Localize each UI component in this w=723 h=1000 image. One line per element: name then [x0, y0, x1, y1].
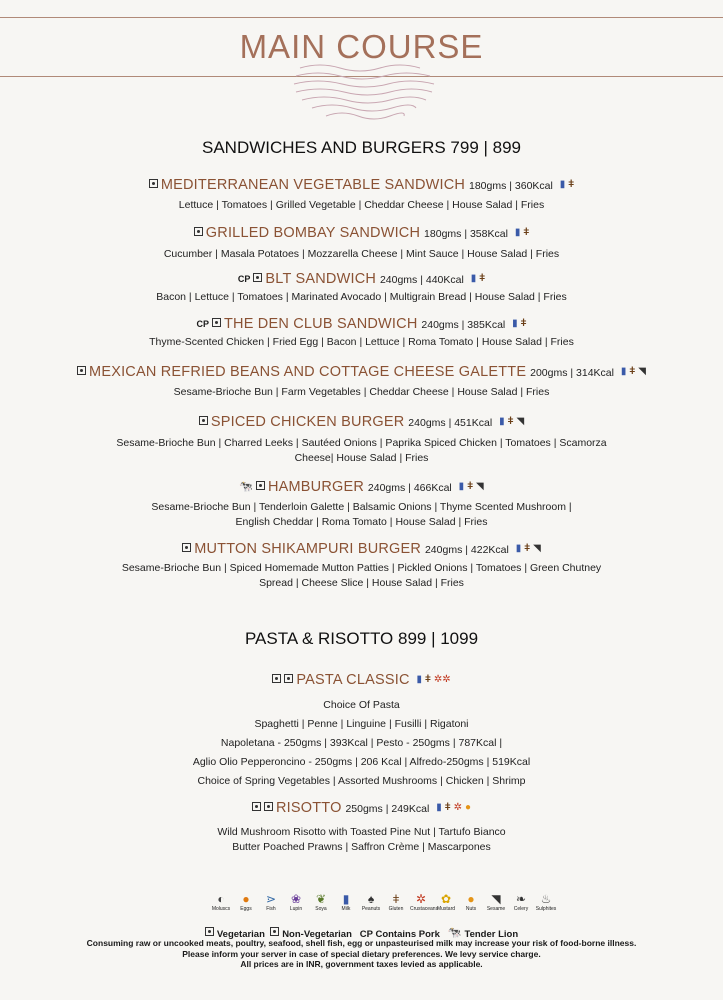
item-description-line: Choice of Spring Vegetables | Assorted Mushrooms | Chicken | Shrimp	[197, 775, 526, 787]
section-price: 899 | 1099	[398, 629, 479, 648]
top-rule	[0, 17, 723, 18]
item-name: SPICED CHICKEN BURGER	[210, 414, 405, 430]
milk-icon: ▮	[342, 892, 350, 906]
menu-item-mexican-galette	[0, 363, 723, 380]
menu-item-hamburger	[0, 478, 723, 495]
item-description-line: Choice Of Pasta	[323, 699, 400, 711]
gluten-icon: ǂ	[520, 318, 527, 329]
eggs-icon: ●	[242, 892, 250, 906]
veg-icon	[149, 179, 158, 188]
item-description	[90, 500, 633, 530]
contains-pork-tag: CP	[196, 319, 209, 329]
disclaimer-line: Please inform your server in case of special dietary preferences. We levy service charge.	[182, 948, 541, 959]
milk-icon: ▮	[436, 802, 442, 813]
soya-icon: ❦	[315, 892, 327, 906]
milk-icon: ▮	[458, 481, 465, 492]
veg-icon	[252, 802, 261, 811]
menu-item-mediterranean	[0, 176, 723, 193]
gluten-icon: ǂ	[444, 802, 451, 813]
nonveg-icon	[253, 273, 262, 282]
nonveg-icon	[199, 416, 208, 425]
gluten-icon: ǂ	[467, 481, 474, 492]
milk-icon: ▮	[559, 179, 566, 190]
allergen-gluten: ǂ Gluten	[385, 892, 407, 926]
item-meta: 240gms | 422Kcal	[424, 544, 509, 556]
item-description-line: Spaghetti | Penne | Linguine | Fusilli | Rigatoni	[254, 718, 469, 730]
item-meta: 180gms | 360Kcal	[468, 180, 553, 192]
item-meta: 240gms | 466Kcal	[367, 482, 452, 494]
peanuts-icon: ♠	[367, 892, 375, 906]
section-title: SANDWICHES AND BURGERS	[201, 138, 446, 157]
milk-icon: ▮	[512, 318, 518, 329]
item-name: MEXICAN REFRIED BEANS AND COTTAGE CHEESE GALETTE	[89, 364, 527, 380]
gluten-icon: ǂ	[479, 273, 486, 284]
sesame-icon: ◥	[533, 543, 541, 554]
menu-item-pasta-classic	[0, 671, 723, 688]
item-description	[90, 825, 633, 855]
milk-icon: ▮	[499, 416, 505, 427]
gluten-icon: ǂ	[568, 179, 575, 190]
item-meta: 240gms | 440Kcal	[379, 274, 464, 286]
wave-ornament	[290, 58, 440, 128]
section-price: 799 | 899	[450, 138, 522, 157]
allergen-soya: ❦ Soya	[310, 892, 332, 926]
item-description-line: Napoletana - 250gms | 393Kcal | Pesto - 250gms | 787Kcal |	[220, 737, 503, 749]
item-description-line: Butter Poached Prawns | Saffron Crème | Mascarpones	[232, 841, 491, 853]
nonveg-icon	[212, 318, 221, 327]
nonveg-icon	[182, 543, 191, 552]
item-name: HAMBURGER	[267, 479, 365, 495]
gluten-icon: ǂ	[629, 366, 636, 377]
item-description-line: Sesame-Brioche Bun | Spiced Homemade Mutton Patties | Pickled Onions | Tomatoes | Green Chutney	[121, 562, 602, 574]
allergen-moluscs: ◐ Moluscs	[211, 892, 231, 912]
allergen-key	[210, 892, 560, 926]
crustaceans-icon: ✲	[453, 802, 462, 813]
nuts-icon: ●	[464, 802, 472, 813]
allergen-milk: ▮ Milk	[335, 892, 357, 926]
sesame-icon: ◥	[491, 892, 501, 906]
legend-nonveg: Non-Vegetarian	[282, 929, 352, 940]
item-description-line: Cheese| House Salad | Fries	[294, 452, 429, 464]
item-meta: 240gms | 385Kcal	[421, 319, 506, 331]
milk-icon: ▮	[470, 273, 477, 284]
allergen-nuts: ● Nuts	[460, 892, 482, 926]
legend-veg: Vegetarian	[216, 929, 265, 940]
sesame-icon: ◥	[638, 366, 646, 377]
disclaimer-line: Consuming raw or uncooked meats, poultry, seafood, shell fish, egg or unpasteurised milk may increase your risk of food-borne illness.	[86, 938, 637, 948]
allergen-sesame: ◥ Sesame	[486, 892, 506, 912]
nonveg-icon	[264, 802, 273, 811]
gluten-icon: ǂ	[524, 543, 531, 554]
milk-icon: ▮	[416, 674, 423, 685]
mustard-icon: ✿	[440, 892, 452, 906]
item-meta: 180gms | 358Kcal	[424, 228, 508, 240]
item-name: RISOTTO	[275, 800, 342, 816]
legend-tender-lion: Tender Lion	[464, 929, 519, 940]
gluten-icon: ǂ	[392, 892, 400, 906]
item-description: Thyme-Scented Chicken | Fried Egg | Bacon | Lettuce | Roma Tomato | House Salad | Fries	[149, 336, 574, 348]
veg-icon	[205, 927, 214, 936]
gluten-icon: ǂ	[425, 674, 431, 685]
section-title: PASTA & RISOTTO	[244, 629, 394, 648]
item-name: THE DEN CLUB SANDWICH	[223, 316, 418, 332]
sulphites-icon: ♨	[540, 892, 552, 906]
item-name: MEDITERRANEAN VEGETABLE SANDWICH	[160, 177, 466, 193]
item-name: MUTTON SHIKAMPURI BURGER	[194, 541, 422, 557]
item-description: Cucumber | Masala Potatoes | Mozzarella Cheese | Mint Sauce | House Salad | Fries	[163, 248, 560, 260]
nonveg-icon	[256, 481, 265, 490]
menu-item-risotto	[0, 799, 723, 816]
allergen-sulphites: ♨ Sulphites	[535, 892, 557, 912]
item-description: Bacon | Lettuce | Tomatoes | Marinated Avocado | Multigrain Bread | House Salad | Fries	[156, 291, 567, 303]
tender-loin-icon: 🐄	[239, 481, 253, 493]
milk-icon: ▮	[514, 227, 521, 238]
item-name: PASTA CLASSIC	[296, 672, 410, 688]
veg-icon	[194, 227, 203, 236]
sesame-icon: ◥	[476, 481, 484, 492]
lupin-icon: ❀	[290, 892, 302, 906]
allergen-lupin: ❀ Lupin	[285, 892, 307, 926]
crustaceans-icon: ✲✲	[433, 674, 451, 685]
page-title: MAIN COURSE	[239, 28, 484, 65]
item-name: GRILLED BOMBAY SANDWICH	[205, 225, 421, 241]
item-description-line: English Cheddar | Roma Tomato | House Salad | Fries	[235, 516, 488, 528]
nonveg-icon	[284, 674, 293, 683]
fish-icon: ⋗	[265, 892, 277, 906]
item-description: Lettuce | Tomatoes | Grilled Vegetable | Cheddar Cheese | House Salad | Fries	[178, 199, 545, 211]
section-heading-sandwiches	[0, 138, 723, 158]
milk-icon: ▮	[620, 366, 627, 377]
veg-icon	[272, 674, 281, 683]
disclaimer-line: All prices are in INR, government taxes levied as applicable.	[240, 959, 483, 969]
legend-contains-pork: CP Contains Pork	[359, 929, 440, 940]
gluten-icon: ǂ	[507, 416, 514, 427]
item-meta: 240gms | 451Kcal	[408, 417, 493, 429]
nonveg-icon	[270, 927, 279, 936]
allergen-peanuts: ♠ Peanuts	[361, 892, 381, 912]
veg-icon	[77, 366, 86, 375]
menu-item-spiced-chicken-burger	[0, 413, 723, 430]
milk-icon: ▮	[515, 543, 522, 554]
crustaceans-icon: ✲	[415, 892, 427, 906]
section-heading-pasta	[0, 629, 723, 649]
item-description-line: Spread | Cheese Slice | House Salad | Fries	[259, 577, 464, 589]
item-description-line: Wild Mushroom Risotto with Toasted Pine Nut | Tartufo Bianco	[217, 826, 506, 838]
menu-item-den-club	[0, 315, 723, 332]
item-description-line: Aglio Olio Pepperoncino - 250gms | 206 Kcal | Alfredo-250gms | 519Kcal	[192, 756, 531, 768]
allergen-celery: ❧ Celery	[510, 892, 532, 926]
celery-icon: ❧	[515, 892, 527, 906]
allergen-crustaceans: ✲ Crustaceans	[410, 892, 439, 912]
allergen-mustard: ✿ Mustard	[436, 892, 456, 912]
tender-loin-icon: 🐄	[447, 927, 462, 939]
disclaimer-notes	[60, 938, 663, 970]
allergen-eggs: ● Eggs	[235, 892, 257, 926]
contains-pork-tag: CP	[237, 274, 251, 284]
item-description	[90, 696, 633, 791]
allergen-fish: ⋗ Fish	[260, 892, 282, 926]
menu-item-blt	[0, 270, 723, 287]
item-description: Sesame-Brioche Bun | Farm Vegetables | Cheddar Cheese | House Salad | Fries	[173, 386, 550, 398]
item-meta: 200gms | 314Kcal	[530, 367, 614, 379]
item-description-line: Sesame-Brioche Bun | Tenderloin Galette | Balsamic Onions | Thyme Scented Mushroom |	[151, 501, 572, 513]
item-name: BLT SANDWICH	[265, 271, 377, 287]
gluten-icon: ǂ	[523, 227, 530, 238]
nuts-icon: ●	[467, 892, 475, 906]
menu-item-bombay	[0, 224, 723, 241]
sesame-icon: ◥	[516, 416, 525, 427]
moluscs-icon: ◐	[217, 892, 225, 906]
menu-item-mutton-burger	[0, 540, 723, 557]
item-meta: 250gms | 249Kcal	[345, 803, 430, 815]
item-description	[90, 561, 633, 591]
item-description	[90, 436, 633, 466]
item-description-line: Sesame-Brioche Bun | Charred Leeks | Sautéed Onions | Paprika Spiced Chicken | Tomatoes | Scamorza	[116, 437, 607, 449]
